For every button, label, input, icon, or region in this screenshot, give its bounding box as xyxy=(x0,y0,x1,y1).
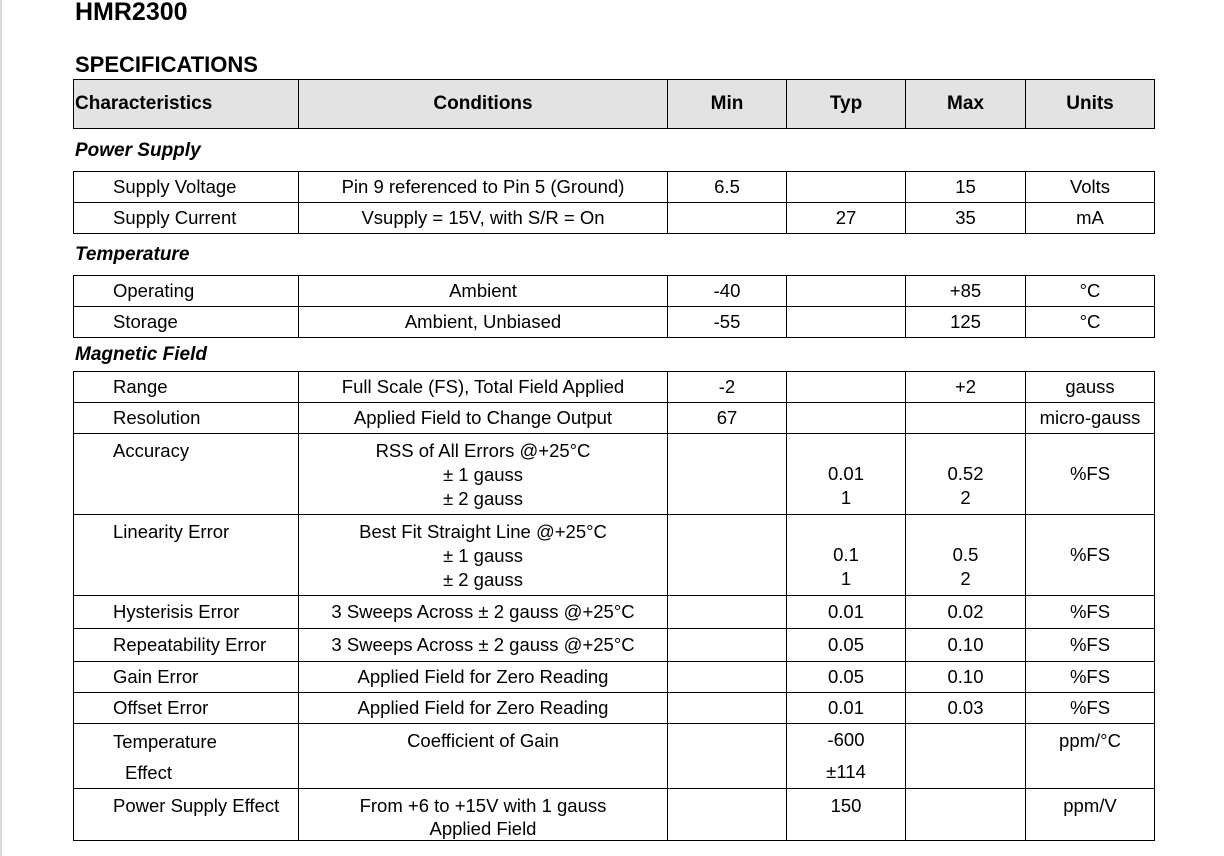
row-typ xyxy=(787,403,906,434)
row-max: 0.10 xyxy=(906,629,1026,662)
row-conditions: Applied Field for Zero Reading xyxy=(299,693,668,724)
row-units: °C xyxy=(1026,276,1155,307)
page-edge xyxy=(0,0,2,856)
row-max xyxy=(906,515,1026,596)
row-name: Hysterisis Error xyxy=(74,596,299,629)
row-max xyxy=(906,434,1026,515)
row-min: -2 xyxy=(668,372,787,403)
row-typ: 150 xyxy=(787,789,906,841)
row-typ xyxy=(787,724,906,789)
row-name: Gain Error xyxy=(74,662,299,693)
row-conditions: Full Scale (FS), Total Field Applied xyxy=(299,372,668,403)
name-line: Effect xyxy=(125,762,172,783)
table-row xyxy=(74,596,1155,629)
name-line: Temperature xyxy=(113,731,217,752)
condition-line: RSS of All Errors @+25°C xyxy=(375,440,591,461)
row-name: Power Supply Effect xyxy=(74,789,299,841)
max-line: 2 xyxy=(960,568,971,589)
row-units: %FS xyxy=(1026,693,1155,724)
table-row xyxy=(74,172,1155,203)
row-typ: 0.01 xyxy=(787,693,906,724)
row-conditions: Applied Field to Change Output xyxy=(299,403,668,434)
row-max: 15 xyxy=(906,172,1026,203)
max-line: 0.52 xyxy=(947,463,984,484)
row-min xyxy=(668,203,787,234)
row-conditions: Applied Field for Zero Reading xyxy=(299,662,668,693)
typ-line: 1 xyxy=(840,568,852,589)
table-row xyxy=(74,403,1155,434)
col-conditions: Conditions xyxy=(299,80,668,129)
row-units: %FS xyxy=(1026,515,1155,596)
row-conditions: Ambient, Unbiased xyxy=(299,307,668,338)
row-conditions: 3 Sweeps Across ± 2 gauss @+25°C xyxy=(299,629,668,662)
table-row xyxy=(74,515,1155,596)
row-min xyxy=(668,789,787,841)
row-name: Supply Voltage xyxy=(74,172,299,203)
table-row xyxy=(74,372,1155,403)
row-max: +85 xyxy=(906,276,1026,307)
table-row xyxy=(74,203,1155,234)
table-row xyxy=(74,789,1155,841)
row-typ xyxy=(787,372,906,403)
col-min: Min xyxy=(668,80,787,129)
row-min xyxy=(668,693,787,724)
row-typ: 0.05 xyxy=(787,629,906,662)
row-units: %FS xyxy=(1026,434,1155,515)
typ-line: 0.1 xyxy=(833,544,859,565)
row-min: 6.5 xyxy=(668,172,787,203)
row-typ: 0.01 xyxy=(787,596,906,629)
row-min xyxy=(668,515,787,596)
row-max xyxy=(906,789,1026,841)
row-typ xyxy=(787,515,906,596)
row-min: -55 xyxy=(668,307,787,338)
row-min: 67 xyxy=(668,403,787,434)
condition-line: From +6 to +15V with 1 gauss xyxy=(359,795,607,816)
section-power-supply: Power Supply xyxy=(75,140,201,161)
table-row xyxy=(74,629,1155,662)
section-magnetic-field: Magnetic Field xyxy=(75,344,207,365)
row-name: Operating xyxy=(74,276,299,307)
table-row xyxy=(74,307,1155,338)
col-characteristics: Characteristics xyxy=(74,80,299,129)
condition-line: ± 1 gauss xyxy=(442,464,524,485)
section-temperature: Temperature xyxy=(75,244,190,265)
row-name: Offset Error xyxy=(74,693,299,724)
typ-line: 0.01 xyxy=(827,463,864,484)
col-max: Max xyxy=(906,80,1026,129)
row-conditions xyxy=(299,434,668,515)
condition-line: Best Fit Straight Line @+25°C xyxy=(359,521,607,542)
row-min xyxy=(668,724,787,789)
row-max xyxy=(906,403,1026,434)
document-title: HMR2300 xyxy=(75,0,188,26)
row-conditions: Vsupply = 15V, with S/R = On xyxy=(299,203,668,234)
row-units: ppm/V xyxy=(1026,789,1155,841)
row-typ: 27 xyxy=(787,203,906,234)
row-name: Storage xyxy=(74,307,299,338)
typ-line: -600 xyxy=(827,729,865,750)
row-conditions: Coefficient of Gain xyxy=(299,724,668,789)
row-typ xyxy=(787,276,906,307)
magnetic-field-table xyxy=(73,371,1155,841)
condition-line: ± 1 gauss xyxy=(442,545,524,566)
row-name: Accuracy xyxy=(74,434,299,515)
row-min xyxy=(668,596,787,629)
row-typ xyxy=(787,172,906,203)
power-supply-table xyxy=(73,171,1155,234)
row-typ xyxy=(787,434,906,515)
row-units: mA xyxy=(1026,203,1155,234)
row-min xyxy=(668,629,787,662)
col-units: Units xyxy=(1026,80,1155,129)
row-units: °C xyxy=(1026,307,1155,338)
row-max: 0.10 xyxy=(906,662,1026,693)
col-typ: Typ xyxy=(787,80,906,129)
row-typ xyxy=(787,307,906,338)
row-units: gauss xyxy=(1026,372,1155,403)
row-max: 0.03 xyxy=(906,693,1026,724)
row-name xyxy=(74,724,299,789)
row-typ: 0.05 xyxy=(787,662,906,693)
row-min xyxy=(668,434,787,515)
typ-line: 1 xyxy=(840,487,852,508)
condition-line: ± 2 gauss xyxy=(442,488,524,509)
temperature-table xyxy=(73,275,1155,338)
row-conditions: Ambient xyxy=(299,276,668,307)
row-conditions xyxy=(299,515,668,596)
row-name: Supply Current xyxy=(74,203,299,234)
row-units: Volts xyxy=(1026,172,1155,203)
row-units: %FS xyxy=(1026,629,1155,662)
row-max: +2 xyxy=(906,372,1026,403)
table-row xyxy=(74,276,1155,307)
row-units: %FS xyxy=(1026,662,1155,693)
typ-line: ±114 xyxy=(826,761,866,782)
max-line: 0.5 xyxy=(952,544,979,565)
row-min xyxy=(668,662,787,693)
table-row xyxy=(74,693,1155,724)
table-row xyxy=(74,662,1155,693)
row-name: Resolution xyxy=(74,403,299,434)
row-units: ppm/°C xyxy=(1026,724,1155,789)
table-row xyxy=(74,724,1155,789)
row-conditions: Pin 9 referenced to Pin 5 (Ground) xyxy=(299,172,668,203)
row-max: 35 xyxy=(906,203,1026,234)
section-title: SPECIFICATIONS xyxy=(75,52,258,77)
row-units: micro-gauss xyxy=(1026,403,1155,434)
row-conditions xyxy=(299,789,668,841)
row-name: Linearity Error xyxy=(74,515,299,596)
row-name: Repeatability Error xyxy=(74,629,299,662)
table-row xyxy=(74,434,1155,515)
condition-line: Applied Field xyxy=(429,818,537,839)
row-min: -40 xyxy=(668,276,787,307)
row-max xyxy=(906,724,1026,789)
row-max: 0.02 xyxy=(906,596,1026,629)
spec-header xyxy=(73,79,1155,129)
condition-line: ± 2 gauss xyxy=(442,569,524,590)
row-conditions: 3 Sweeps Across ± 2 gauss @+25°C xyxy=(299,596,668,629)
row-name: Range xyxy=(74,372,299,403)
max-line: 2 xyxy=(960,487,971,508)
row-max: 125 xyxy=(906,307,1026,338)
row-units: %FS xyxy=(1026,596,1155,629)
